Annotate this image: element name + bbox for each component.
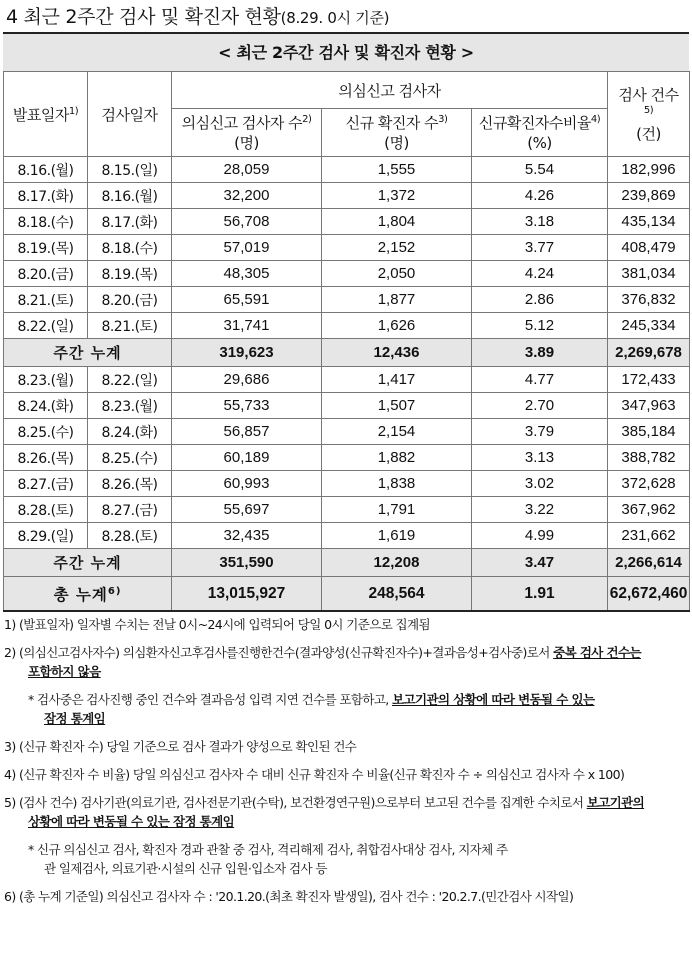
total-confirmed: 248,564 xyxy=(322,577,472,612)
cell-ratio: 4.77 xyxy=(472,367,608,393)
footnote-5-cont: 상황에 따라 변동될 수 있는 잠정 통계임 xyxy=(28,814,235,829)
cell-announce-date: 8.18.(수) xyxy=(4,209,88,235)
total-suspected: 351,590 xyxy=(172,549,322,577)
cell-test-date: 8.18.(수) xyxy=(88,235,172,261)
stats-table-section xyxy=(3,32,689,612)
heading-title: 4 최근 2주간 검사 및 확진자 현황 xyxy=(6,6,281,28)
table-row xyxy=(4,209,690,235)
cell-announce-date: 8.22.(일) xyxy=(4,313,88,339)
total-tests: 62,672,460 xyxy=(608,577,690,612)
cell-suspected: 57,019 xyxy=(172,235,322,261)
cell-confirmed: 1,791 xyxy=(322,497,472,523)
cell-suspected: 29,686 xyxy=(172,367,322,393)
header-suspected-count: 의심신고 검사자 수$^{2)}$ (명) xyxy=(172,109,322,157)
total-suspected: 319,623 xyxy=(172,339,322,367)
cell-announce-date: 8.27.(금) xyxy=(4,471,88,497)
cell-tests: 239,869 xyxy=(608,183,690,209)
footnotes xyxy=(4,615,688,906)
cell-suspected: 48,305 xyxy=(172,261,322,287)
table-row xyxy=(4,497,690,523)
cell-confirmed: 1,372 xyxy=(322,183,472,209)
page-heading xyxy=(6,2,389,29)
total-tests: 2,266,614 xyxy=(608,549,690,577)
header-group-suspected: 의심신고 검사자 xyxy=(172,72,608,109)
table-row xyxy=(4,235,690,261)
footnote-2-cont: 포함하지 않음 xyxy=(28,664,101,679)
cell-confirmed: 1,804 xyxy=(322,209,472,235)
cell-announce-date: 8.20.(금) xyxy=(4,261,88,287)
cell-tests: 231,662 xyxy=(608,523,690,549)
total-ratio: 3.89 xyxy=(472,339,608,367)
subtotal-row xyxy=(4,339,690,367)
footnote-5: 5) (검사 건수) 검사기관(의료기관, 검사전문기관(수탁), 보건환경연구원)으로부터 보고된 건수를 집계한 수치로서 보고기관의 xyxy=(4,795,645,810)
cell-tests: 435,134 xyxy=(608,209,690,235)
cell-ratio: 4.99 xyxy=(472,523,608,549)
cell-suspected: 32,200 xyxy=(172,183,322,209)
cell-confirmed: 1,507 xyxy=(322,393,472,419)
cell-ratio: 2.70 xyxy=(472,393,608,419)
cell-ratio: 3.77 xyxy=(472,235,608,261)
cell-tests: 381,034 xyxy=(608,261,690,287)
cell-test-date: 8.19.(목) xyxy=(88,261,172,287)
cell-test-date: 8.24.(화) xyxy=(88,419,172,445)
grand-total-row xyxy=(4,577,690,612)
table-row xyxy=(4,523,690,549)
cell-confirmed: 2,154 xyxy=(322,419,472,445)
cell-test-date: 8.15.(일) xyxy=(88,157,172,183)
cell-suspected: 55,697 xyxy=(172,497,322,523)
cell-suspected: 55,733 xyxy=(172,393,322,419)
footnote-4: 4) (신규 확진자 수 비율) 당일 의심신고 검사자 수 대비 신규 확진자 수 비율(신규 확진자 수 ÷ 의심신고 검사자 수 x 100) xyxy=(4,767,625,782)
total-label: 주간 누계 xyxy=(4,339,172,367)
cell-ratio: 4.24 xyxy=(472,261,608,287)
cell-confirmed: 1,619 xyxy=(322,523,472,549)
header-tests: 검사 건수 $^{5)}$ (건) xyxy=(608,72,690,157)
cell-ratio: 3.79 xyxy=(472,419,608,445)
cell-suspected: 32,435 xyxy=(172,523,322,549)
cell-suspected: 56,708 xyxy=(172,209,322,235)
cell-confirmed: 1,555 xyxy=(322,157,472,183)
total-label: 주간 누계 xyxy=(4,549,172,577)
cell-ratio: 3.13 xyxy=(472,445,608,471)
cell-announce-date: 8.21.(토) xyxy=(4,287,88,313)
cell-test-date: 8.21.(토) xyxy=(88,313,172,339)
table-row xyxy=(4,471,690,497)
cell-announce-date: 8.26.(목) xyxy=(4,445,88,471)
header-new-confirmed: 신규 확진자 수$^{3)}$ (명) xyxy=(322,109,472,157)
cell-tests: 372,628 xyxy=(608,471,690,497)
cell-announce-date: 8.19.(목) xyxy=(4,235,88,261)
header-announce-date: 발표일자$^{1)}$ xyxy=(4,72,88,157)
footnote-2-star: * 검사중은 검사진행 중인 건수와 결과음성 입력 지연 건수를 포함하고, 보고기관의 상황에 따라 변동될 수 있는 xyxy=(28,692,595,707)
table-row xyxy=(4,183,690,209)
header-ratio: 신규확진자수비율$^{4)}$ (%) xyxy=(472,109,608,157)
table-row xyxy=(4,445,690,471)
table-row xyxy=(4,157,690,183)
total-ratio: 1.91 xyxy=(472,577,608,612)
table-body xyxy=(4,157,690,612)
table-row xyxy=(4,367,690,393)
cell-ratio: 3.18 xyxy=(472,209,608,235)
cell-ratio: 3.22 xyxy=(472,497,608,523)
cell-test-date: 8.22.(일) xyxy=(88,367,172,393)
cell-tests: 172,433 xyxy=(608,367,690,393)
cell-tests: 385,184 xyxy=(608,419,690,445)
cell-test-date: 8.25.(수) xyxy=(88,445,172,471)
cell-test-date: 8.26.(목) xyxy=(88,471,172,497)
cell-suspected: 56,857 xyxy=(172,419,322,445)
footnote-2-star-cont: 잠정 통계임 xyxy=(44,711,106,726)
footnote-1: 1) (발표일자) 일자별 수치는 전날 0시~24시에 입력되어 당일 0시 기준으로 집계됨 xyxy=(4,617,430,632)
stats-table xyxy=(3,71,690,612)
cell-suspected: 60,993 xyxy=(172,471,322,497)
cell-announce-date: 8.24.(화) xyxy=(4,393,88,419)
cell-suspected: 60,189 xyxy=(172,445,322,471)
cell-test-date: 8.27.(금) xyxy=(88,497,172,523)
cell-test-date: 8.16.(월) xyxy=(88,183,172,209)
cell-test-date: 8.23.(월) xyxy=(88,393,172,419)
cell-suspected: 31,741 xyxy=(172,313,322,339)
footnote-5-star: * 신규 의심신고 검사, 확진자 경과 관찰 중 검사, 격리해제 검사, 취합검사대상 검사, 지자체 주 xyxy=(28,842,508,857)
cell-tests: 388,782 xyxy=(608,445,690,471)
total-suspected: 13,015,927 xyxy=(172,577,322,612)
header-test-date: 검사일자 xyxy=(88,72,172,157)
cell-test-date: 8.20.(금) xyxy=(88,287,172,313)
footnote-5-star-cont: 관 일제검사, 의료기관·시설의 신규 입원·입소자 검사 등 xyxy=(44,861,327,876)
cell-tests: 376,832 xyxy=(608,287,690,313)
table-row xyxy=(4,313,690,339)
cell-confirmed: 1,626 xyxy=(322,313,472,339)
cell-confirmed: 1,838 xyxy=(322,471,472,497)
cell-tests: 367,962 xyxy=(608,497,690,523)
cell-confirmed: 2,152 xyxy=(322,235,472,261)
table-row xyxy=(4,261,690,287)
cell-announce-date: 8.17.(화) xyxy=(4,183,88,209)
total-ratio: 3.47 xyxy=(472,549,608,577)
total-label: 총 누계$^{6)}$ xyxy=(4,577,172,612)
cell-ratio: 5.54 xyxy=(472,157,608,183)
table-row xyxy=(4,393,690,419)
footnote-2: 2) (의심신고검사자수) 의심환자신고후검사를진행한건수(결과양성(신규확진자수)+결과음성+검사중)로서 중복 검사 건수는 xyxy=(4,645,641,660)
cell-tests: 408,479 xyxy=(608,235,690,261)
cell-announce-date: 8.28.(토) xyxy=(4,497,88,523)
cell-tests: 245,334 xyxy=(608,313,690,339)
table-caption: < 최근 2주간 검사 및 확진자 현황 > xyxy=(3,32,689,71)
cell-announce-date: 8.29.(일) xyxy=(4,523,88,549)
cell-ratio: 2.86 xyxy=(472,287,608,313)
cell-tests: 182,996 xyxy=(608,157,690,183)
total-confirmed: 12,208 xyxy=(322,549,472,577)
cell-announce-date: 8.23.(월) xyxy=(4,367,88,393)
cell-confirmed: 2,050 xyxy=(322,261,472,287)
cell-confirmed: 1,882 xyxy=(322,445,472,471)
footnote-6: 6) (총 누계 기준일) 의심신고 검사자 수 : '20.1.20.(최초 확진자 발생일), 검사 건수 : '20.2.7.(민간검사 시작일) xyxy=(4,889,574,904)
cell-confirmed: 1,877 xyxy=(322,287,472,313)
cell-ratio: 3.02 xyxy=(472,471,608,497)
table-row xyxy=(4,287,690,313)
cell-suspected: 65,591 xyxy=(172,287,322,313)
heading-date: (8.29. 0시 기준) xyxy=(280,9,390,27)
footnote-3: 3) (신규 확진자 수) 당일 기준으로 검사 결과가 양성으로 확인된 건수 xyxy=(4,739,357,754)
table-row xyxy=(4,419,690,445)
total-tests: 2,269,678 xyxy=(608,339,690,367)
cell-tests: 347,963 xyxy=(608,393,690,419)
cell-announce-date: 8.25.(수) xyxy=(4,419,88,445)
cell-suspected: 28,059 xyxy=(172,157,322,183)
cell-test-date: 8.28.(토) xyxy=(88,523,172,549)
cell-test-date: 8.17.(화) xyxy=(88,209,172,235)
cell-confirmed: 1,417 xyxy=(322,367,472,393)
cell-ratio: 4.26 xyxy=(472,183,608,209)
subtotal-row xyxy=(4,549,690,577)
cell-announce-date: 8.16.(월) xyxy=(4,157,88,183)
total-confirmed: 12,436 xyxy=(322,339,472,367)
cell-ratio: 5.12 xyxy=(472,313,608,339)
